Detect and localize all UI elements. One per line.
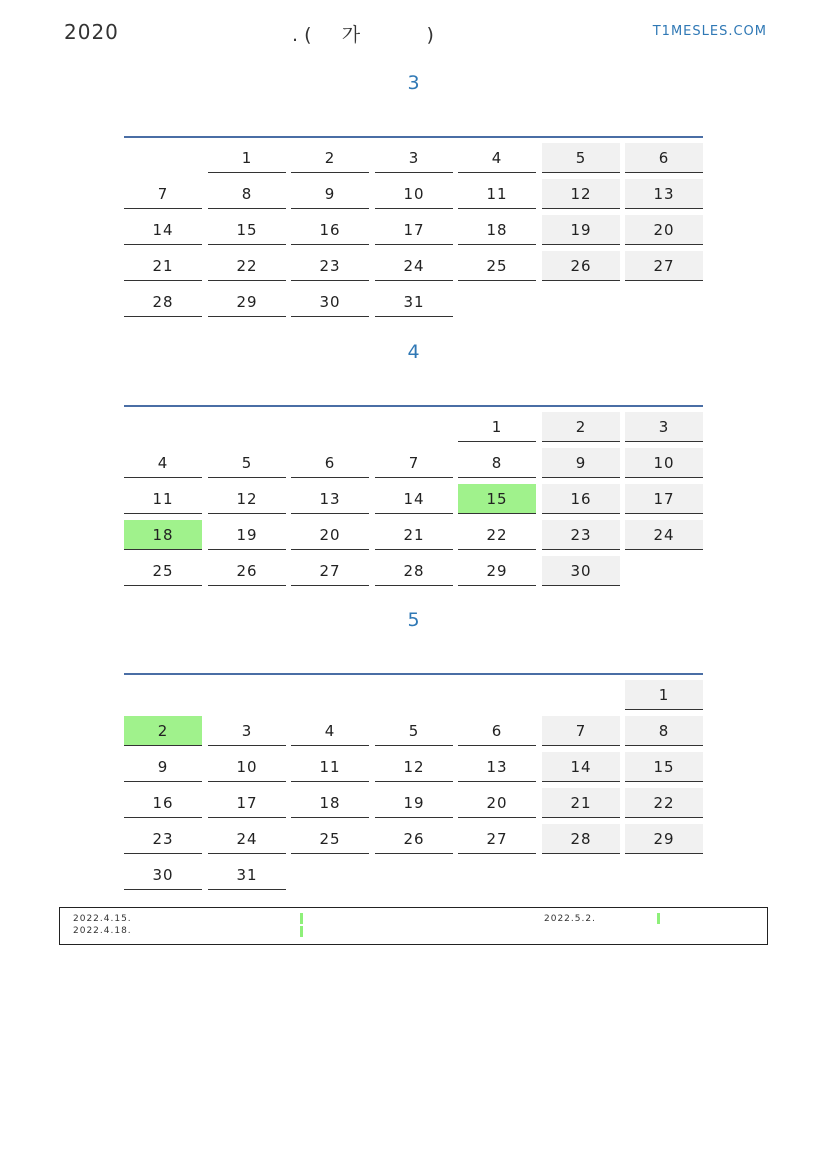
day-cell[interactable]: 18 [458,215,536,245]
day-cell[interactable]: 19 [542,215,620,245]
day-cell[interactable]: 23 [542,520,620,550]
day-cell[interactable]: 25 [458,251,536,281]
day-cell[interactable]: 8 [625,716,703,746]
day-cell[interactable]: 11 [124,484,202,514]
day-cell[interactable]: 2 [124,716,202,746]
page-header [0,18,827,48]
month-title: 5 [407,609,420,631]
day-cell[interactable]: 1 [208,143,286,173]
legend-date: 2022.5.2. [544,914,596,924]
day-cell[interactable]: 5 [542,143,620,173]
day-cell[interactable]: 3 [375,143,453,173]
legend-date: 2022.4.15. [73,914,132,924]
day-cell[interactable]: 20 [625,215,703,245]
day-cell[interactable]: 27 [291,556,369,586]
holiday-marker [300,913,303,924]
day-cell[interactable]: 19 [208,520,286,550]
day-cell[interactable]: 16 [291,215,369,245]
day-cell[interactable]: 26 [542,251,620,281]
day-cell[interactable]: 4 [291,716,369,746]
day-cell[interactable]: 14 [124,215,202,245]
day-cell[interactable]: 4 [458,143,536,173]
day-cell[interactable]: 13 [291,484,369,514]
month-title: 3 [407,72,420,94]
day-cell[interactable]: 2 [542,412,620,442]
day-cell[interactable]: 9 [542,448,620,478]
year-label: 2020 [64,20,119,44]
day-cell[interactable]: 23 [124,824,202,854]
site-link[interactable]: T1MESLES.COM [652,24,767,39]
month-divider [124,405,703,407]
day-cell[interactable]: 30 [291,287,369,317]
day-cell[interactable]: 30 [542,556,620,586]
day-cell[interactable]: 10 [375,179,453,209]
day-cell[interactable]: 7 [375,448,453,478]
day-cell[interactable]: 14 [542,752,620,782]
day-cell[interactable]: 6 [458,716,536,746]
day-cell[interactable]: 9 [291,179,369,209]
day-cell[interactable]: 29 [458,556,536,586]
day-cell[interactable]: 17 [208,788,286,818]
day-cell[interactable]: 23 [291,251,369,281]
day-cell[interactable]: 15 [208,215,286,245]
day-cell[interactable]: 6 [291,448,369,478]
day-cell[interactable]: 12 [208,484,286,514]
day-cell[interactable]: 26 [375,824,453,854]
day-cell[interactable]: 12 [375,752,453,782]
day-cell[interactable]: 12 [542,179,620,209]
day-cell[interactable]: 31 [375,287,453,317]
day-cell[interactable]: 5 [208,448,286,478]
day-cell[interactable]: 30 [124,860,202,890]
day-cell[interactable]: 8 [458,448,536,478]
day-cell[interactable]: 21 [375,520,453,550]
day-cell[interactable]: 26 [208,556,286,586]
month-title: 4 [407,341,420,363]
day-cell[interactable]: 14 [375,484,453,514]
day-cell[interactable]: 25 [291,824,369,854]
day-cell[interactable]: 20 [291,520,369,550]
day-cell[interactable]: 22 [458,520,536,550]
day-cell[interactable]: 25 [124,556,202,586]
day-cell[interactable]: 3 [208,716,286,746]
day-cell[interactable]: 24 [375,251,453,281]
day-cell[interactable]: 16 [124,788,202,818]
month-divider [124,673,703,675]
holiday-legend [59,907,768,945]
day-cell[interactable]: 27 [625,251,703,281]
day-cell[interactable]: 13 [458,752,536,782]
day-cell[interactable]: 28 [124,287,202,317]
day-cell[interactable]: 10 [625,448,703,478]
page-subtitle: . ( 가 ) [292,24,434,46]
day-cell[interactable]: 29 [208,287,286,317]
day-cell[interactable]: 6 [625,143,703,173]
day-cell[interactable]: 3 [625,412,703,442]
day-cell[interactable]: 13 [625,179,703,209]
day-cell[interactable]: 2 [291,143,369,173]
day-cell[interactable]: 1 [625,680,703,710]
day-cell[interactable]: 20 [458,788,536,818]
day-cell[interactable]: 1 [458,412,536,442]
holiday-marker [657,913,660,924]
day-cell[interactable]: 7 [124,179,202,209]
day-cell[interactable]: 11 [291,752,369,782]
day-cell[interactable]: 17 [375,215,453,245]
day-cell[interactable]: 27 [458,824,536,854]
month-divider [124,136,703,138]
day-cell[interactable]: 8 [208,179,286,209]
day-cell[interactable]: 18 [124,520,202,550]
day-cell[interactable]: 21 [124,251,202,281]
day-cell[interactable]: 21 [542,788,620,818]
day-cell[interactable]: 9 [124,752,202,782]
day-cell[interactable]: 19 [375,788,453,818]
day-cell[interactable]: 11 [458,179,536,209]
day-cell[interactable]: 22 [208,251,286,281]
day-cell[interactable]: 10 [208,752,286,782]
day-cell[interactable]: 4 [124,448,202,478]
day-cell[interactable]: 31 [208,860,286,890]
day-cell[interactable]: 29 [625,824,703,854]
day-cell[interactable]: 24 [208,824,286,854]
day-cell[interactable]: 16 [542,484,620,514]
day-cell[interactable]: 17 [625,484,703,514]
day-cell[interactable]: 28 [542,824,620,854]
day-cell[interactable]: 18 [291,788,369,818]
day-cell[interactable]: 7 [542,716,620,746]
legend-date: 2022.4.18. [73,926,132,936]
day-cell[interactable]: 24 [625,520,703,550]
day-cell[interactable]: 28 [375,556,453,586]
day-cell[interactable]: 5 [375,716,453,746]
day-cell[interactable]: 15 [625,752,703,782]
day-cell[interactable]: 22 [625,788,703,818]
day-cell[interactable]: 15 [458,484,536,514]
holiday-marker [300,926,303,937]
